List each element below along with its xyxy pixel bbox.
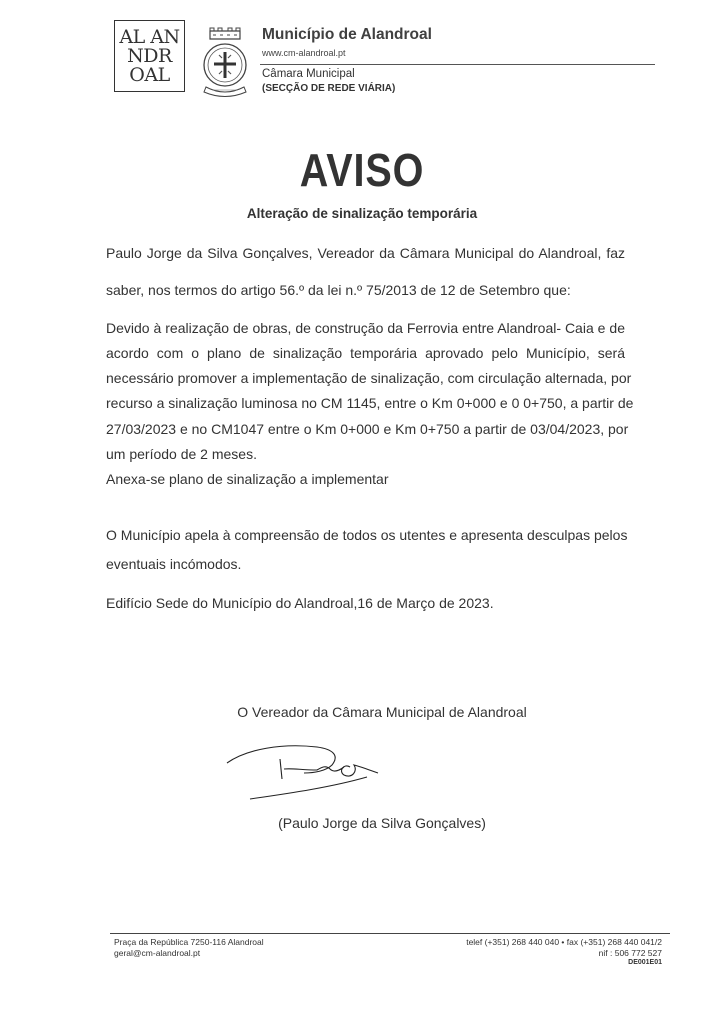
notice-subtitle: Alteração de sinalização temporária — [246, 206, 478, 221]
document-code: DE001E01 — [628, 959, 662, 966]
body-line: recurso a sinalização luminosa no CM 1145, entre o Km 0+000 e 0 0+750, a partir de — [106, 395, 634, 411]
coat-of-arms-icon — [200, 27, 250, 97]
notice-title: AVISO — [299, 144, 425, 196]
place-date: Edifício Sede do Município do Alandroal,16 de Março de 2023. — [106, 595, 494, 611]
appeal-line-2: eventuais incómodos. — [106, 556, 242, 572]
handwritten-signature — [222, 737, 402, 807]
header-divider — [260, 64, 655, 65]
body-line: um período de 2 meses. — [106, 446, 257, 462]
footer-phone-fax: telef (+351) 268 440 040 • fax (+351) 268 440 041/2 — [466, 937, 662, 947]
signer-title: O Vereador da Câmara Municipal de Alandroal — [237, 704, 527, 720]
alandroal-logo — [114, 20, 185, 92]
website-link[interactable]: www.cm-alandroal.pt — [262, 48, 346, 58]
logo-line-3: OAL — [129, 63, 170, 86]
municipality-name: Município de Alandroal — [262, 26, 432, 43]
footer-nif: nif : 506 772 527 — [598, 948, 662, 958]
signer-name: (Paulo Jorge da Silva Gonçalves) — [278, 815, 486, 831]
section-label: (SECÇÃO DE REDE VIÁRIA) — [262, 83, 396, 94]
footer-email[interactable]: geral@cm-alandroal.pt — [114, 948, 201, 958]
body-line: Devido à realização de obras, de construção da Ferrovia entre Alandroal- Caia e de — [106, 320, 625, 336]
body-line: 27/03/2023 e no CM1047 entre o Km 0+000 e Km 0+750 a partir de 03/04/2023, por — [106, 421, 629, 437]
annex-note: Anexa-se plano de sinalização a implementar — [106, 471, 389, 487]
logo-line-1: AL AN — [119, 25, 180, 48]
body-line: acordo com o plano de sinalização temporária aprovado pelo Município, será — [106, 345, 625, 361]
logo-line-2: NDR — [127, 44, 172, 67]
intro-line-1: Paulo Jorge da Silva Gonçalves, Vereador da Câmara Municipal do Alandroal, faz — [106, 245, 625, 261]
footer-divider — [110, 933, 670, 934]
appeal-line-1: O Município apela à compreensão de todos os utentes e apresenta desculpas pelos — [106, 527, 628, 543]
intro-line-2: saber, nos termos do artigo 56.º da lei n.º 75/2013 de 12 de Setembro que: — [106, 282, 571, 298]
footer-address: Praça da República 7250-116 Alandroal — [114, 937, 264, 947]
body-line: necessário promover a implementação de sinalização, com circulação alternada, por — [106, 370, 632, 386]
chamber-label: Câmara Municipal — [262, 68, 355, 80]
